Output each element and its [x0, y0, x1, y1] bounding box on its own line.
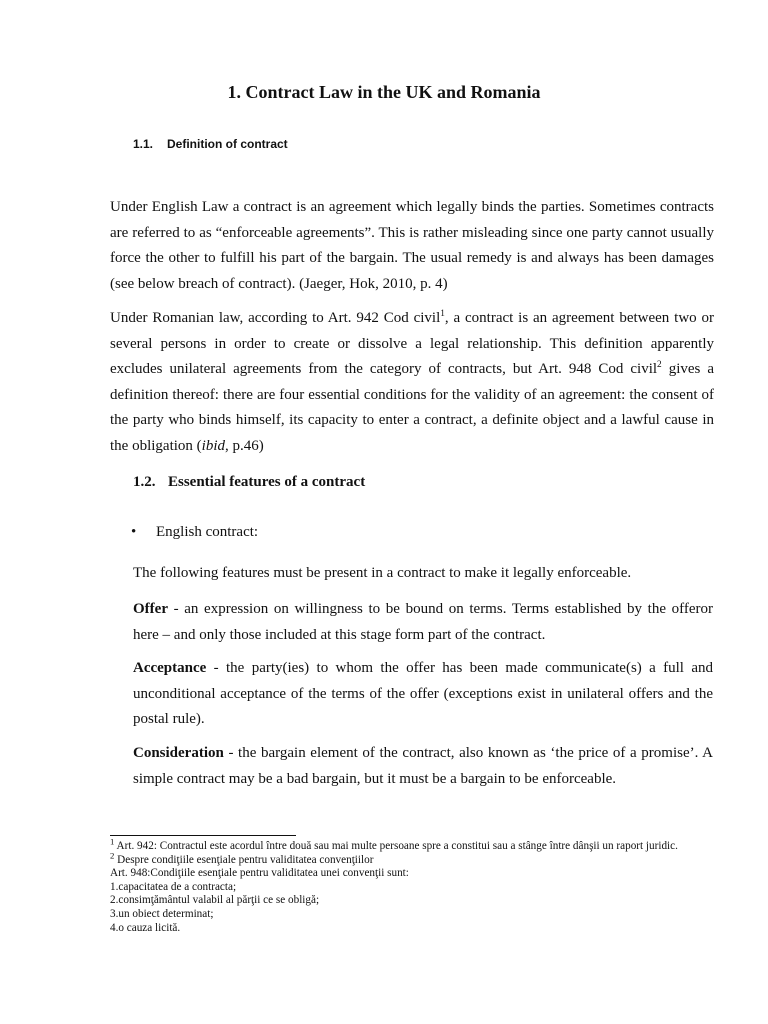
section-title: Essential features of a contract: [168, 474, 366, 490]
footnote-ref-1: 1: [440, 309, 445, 319]
feature-consideration: [133, 741, 713, 792]
feature-term: Offer: [133, 601, 168, 617]
section-number: 1.1.: [133, 137, 154, 151]
footnote-line: 1.capacitatea de a contracta;: [110, 880, 237, 893]
paragraph-text: , p.46): [225, 437, 264, 454]
paragraph-text: The following features must be present in a contract to make it legally enforceable.: [133, 565, 632, 581]
section-heading-1-1: [133, 137, 288, 151]
feature-term: Consideration: [133, 745, 224, 761]
footnote-mark: 1: [110, 836, 115, 847]
footnote-text: Despre condiţiile esenţiale pentru validitatea convenţiilor: [114, 853, 374, 866]
feature-text: - the bargain element of the contract, also known as ‘the price of a promise’. A simple contract may be a bad bargain, but it must be a bargain to be enforceable.: [133, 745, 713, 787]
footnote-line: 2.consimţământul valabil al părţii ce se obligă;: [110, 894, 320, 907]
footnote-line: 4.o cauza licită.: [110, 921, 181, 934]
feature-offer: [133, 597, 713, 648]
footnote-2: [110, 849, 714, 868]
page-title: 1. Contract Law in the UK and Romania: [227, 82, 541, 102]
paragraph-text: Under Romanian law, according to Art. 942 Cod civil: [110, 310, 441, 326]
section-number: 1.2.: [133, 474, 156, 490]
footnote-separator: [110, 835, 296, 836]
bullet-item: [131, 524, 258, 541]
footnote-text: Art. 942: Contractul este acordul între două sau mai multe persoane spre a constitui sau a stânge între dânşii un raport juridic.: [114, 840, 678, 852]
feature-acceptance: [133, 656, 713, 733]
paragraph-text: Under English Law a contract is an agreement which legally binds the parties. Sometimes contracts are referred to as “enforceable agreements”. This is rather misleading since one party cannot usually force the other to fulfill his part of the bargain. The usual remedy is and always has been damages (see below breach of contract). (Jaeger, Hok, 2010, p. 4): [110, 199, 714, 292]
footnote-ref-2: 2: [657, 360, 662, 371]
features-intro: [133, 561, 713, 587]
footnote-1: [110, 836, 714, 854]
footnote-mark: 2: [110, 849, 115, 860]
paragraph-text: , a contract is an agreement between two or several persons in order to create or dissolve a legal relationship. This definition apparently excludes unilateral agreements from the category of contracts, but Art. 948 Cod civil: [110, 310, 714, 378]
feature-text: - an expression on willingness to be bound on terms. Terms established by the offeror here – and only those included at this stage form part of the contract.: [133, 601, 713, 643]
feature-text: - the party(ies) to whom the offer has been made communicate(s) a full and unconditional acceptance of the terms of the offer (exceptions exist in unilateral offers and the postal rule).: [133, 660, 713, 728]
bullet-text: English contract:: [156, 524, 259, 540]
bullet-dot-icon: •: [131, 524, 137, 540]
footnote-line: 3.un obiect determinat;: [110, 907, 214, 920]
paragraph-english-law: [110, 195, 714, 297]
footnote-line: Art. 948:Condiţiile esenţiale pentru validitatea unei convenţii sunt:: [110, 867, 409, 880]
footnotes: [110, 836, 714, 935]
section-heading-1-2: [133, 474, 365, 491]
ibid-italic: ibid: [201, 437, 225, 454]
paragraph-text: gives a definition thereof: there are four essential conditions for the validity of an agreement: the consent of the party who binds himself, its capacity to enter a contract, a definite object and a lawful cause in the obligation (: [110, 361, 715, 454]
feature-term: Acceptance: [133, 660, 207, 676]
section-title: Definition of contract: [167, 137, 288, 151]
paragraph-romanian-law: [110, 306, 714, 460]
